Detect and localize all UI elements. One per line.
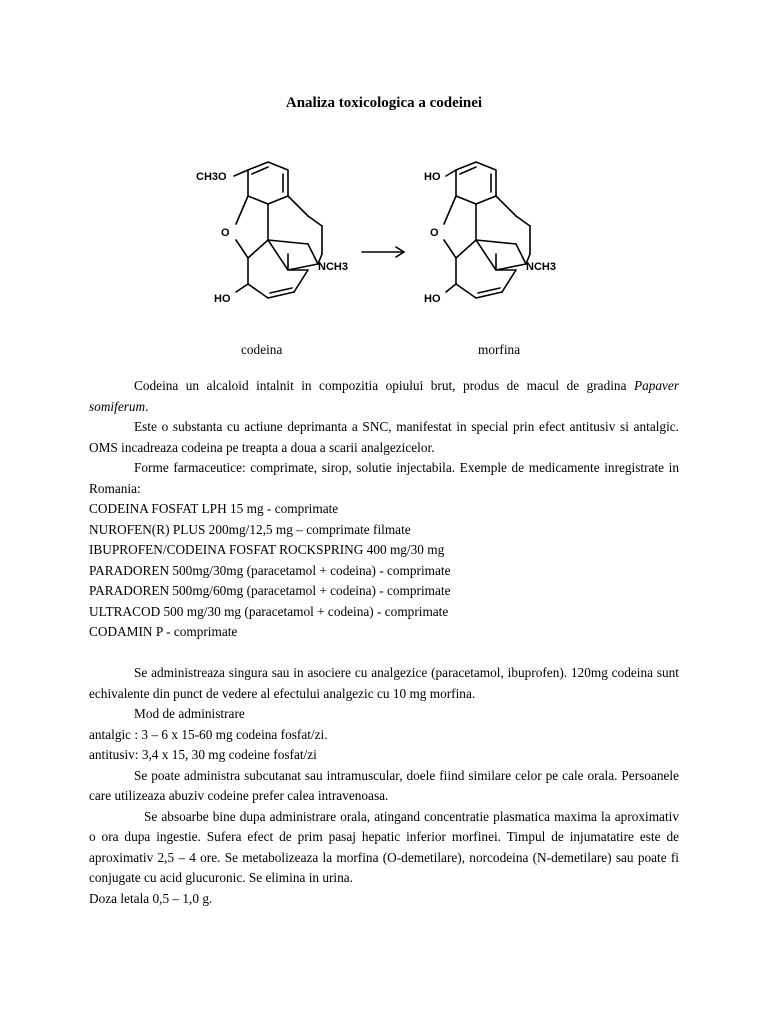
codeine-structure <box>234 162 322 298</box>
paragraph-lethal-dose: Doza letala 0,5 – 1,0 g. <box>89 890 213 906</box>
paragraph-association: Se administreaza singura sau in asociere cu analgezice (paracetamol, ibuprofen). 120mg codeina sunt echivalente din punct de vedere al efectului analgezic cu 10 mg morfina. <box>89 665 679 701</box>
spacer <box>89 643 679 664</box>
intro-end: . <box>145 398 149 414</box>
drug-item: PARADOREN 500mg/30mg (paracetamol + codeina) - comprimate <box>89 562 451 578</box>
reaction-figure <box>190 158 590 318</box>
codeine-methoxy-label: CH3O <box>196 171 227 183</box>
codeine-amine-label: NCH3 <box>318 261 348 273</box>
drug-item: NUROFEN(R) PLUS 200mg/12,5 mg – comprimate filmate <box>89 521 411 537</box>
paragraph-effect: Este o substanta cu actiune deprimanta a SNC, manifestat in special prin efect antitusiv si antalgic. OMS incadreaza codeina pe treapta a doua a scarii analgezicelor. <box>89 419 679 455</box>
paragraph-intro <box>89 376 679 417</box>
drug-item: ULTRACOD 500 mg/30 mg (paracetamol + codeina) - comprimate <box>89 603 449 619</box>
intro-text: Codeina un alcaloid intalnit in compozitia opiului brut, produs de macul de gradina <box>134 378 634 393</box>
page-title: Analiza toxicologica a codeinei <box>285 95 483 111</box>
morphine-hydroxyl-top-label: HO <box>424 171 441 183</box>
species-name: Papaver somiferum <box>89 378 679 414</box>
codeine-hydroxyl-label: HO <box>214 293 231 305</box>
paragraph-forms: Forme farmaceutice: comprimate, sirop, solutie injectabila. Exemple de medicamente inregistrate in Romania: <box>89 460 679 496</box>
drug-item: IBUPROFEN/CODEINA FOSFAT ROCKSPRING 400 mg/30 mg <box>89 542 445 557</box>
morphine-caption: morfina <box>478 342 521 357</box>
drug-item: PARADOREN 500mg/60mg (paracetamol + codeina) - comprimate <box>89 583 451 598</box>
paragraph-routes: Se poate administra subcutanat sau intramuscular, doele fiind similare celor pe cale orala. Persoanele care utilizeaza abuziv codeine prefer calea intravenoasa. <box>89 767 679 803</box>
codeine-oxygen-label: O <box>221 227 230 239</box>
paragraph-pharmacokinetics: Se absoarbe bine dupa administrare orala, atingand concentratie plasmatica maxima la aproximativ o ora dupa ingestie. Sufera efect de prim pasaj hepatic inferior morfinei. Timpul de injumatatire este de aproximativ 2,5 – 4 ore. Se metabolizeaza la morfina (O-demetilare), norcodeina (N-demetilare) sau poate fi conjugate cu acid glucuronic. Se elimina in urina. <box>89 808 679 885</box>
paragraph-antitussive-dose: antitusiv: 3,4 x 15, 30 mg codeine fosfat/zi <box>89 747 317 762</box>
drug-item: CODAMIN P - comprimate <box>89 624 238 639</box>
morphine-oxygen-label: O <box>430 227 439 239</box>
drug-item: CODEINA FOSFAT LPH 15 mg - comprimate <box>89 501 339 516</box>
morphine-structure <box>444 162 530 298</box>
paragraph-administration-heading: Mod de administrare <box>134 706 245 721</box>
morphine-amine-label: NCH3 <box>526 261 556 273</box>
paragraph-antalgic-dose: antalgic : 3 – 6 x 15-60 mg codeina fosfat/zi. <box>89 726 328 742</box>
morphine-hydroxyl-label: HO <box>424 293 441 305</box>
codeine-caption: codeina <box>241 342 283 357</box>
document-body <box>89 376 679 909</box>
